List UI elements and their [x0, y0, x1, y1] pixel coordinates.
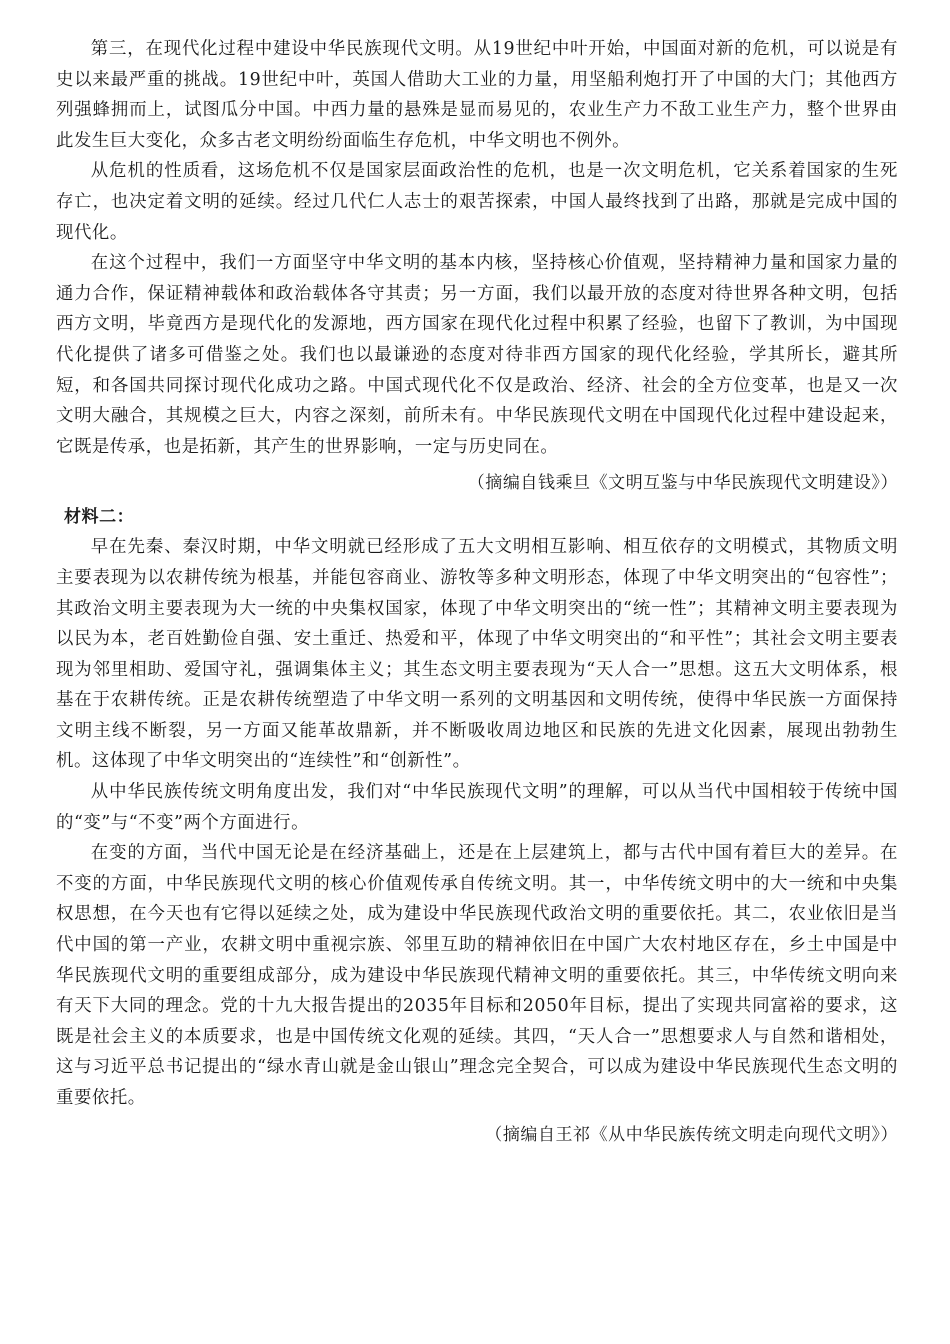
document-page	[56, 34, 898, 1154]
material1-source-citation: （摘编自钱乘旦《文明互鉴与中华民族现代文明建设》）	[467, 473, 898, 494]
material1-paragraph-3: 在这个过程中，我们一方面坚守中华文明的基本内核，坚持核心价值观，坚持精神力量和国家力量的通力合作，保证精神载体和政治载体各守其责；另一方面，我们以最开放的态度对待世界各种文明，包括西方文明，毕竟西方是现代化的发源地，西方国家在现代化过程中积累了经验，也留下了教训，为中国现代化提供了诸多可借鉴之处。我们也以最谦逊的态度对待非西方国家的现代化经验，学其所长，避其所短，和各国共同探讨现代化成功之路。中国式现代化不仅是政治、经济、社会的全方位变革，也是又一次文明大融合，其规模之巨大，内容之深刻，前所未有。中华民族现代文明在中国现代化过程中建设起来，它既是传承，也是拓新，其产生的世界影响，一定与历史同在。	[56, 253, 898, 457]
material2-source-citation: （摘编自王祁《从中华民族传统文明走向现代文明》）	[485, 1124, 898, 1145]
material2-paragraph-1: 早在先秦、秦汉时期，中华文明就已经形成了五大文明相互影响、相互依存的文明模式，其物质文明主要表现为以农耕传统为根基，并能包容商业、游牧等多种文明形态，体现了中华文明突出的“包容性”；其政治文明主要表现为大一统的中央集权国家，体现了中华文明突出的“统一性”；其精神文明主要表现为以民为本，老百姓勤俭自强、安土重迁、热爱和平，体现了中华文明突出的“和平性”；其社会文明主要表现为邻里相助、爱国守礼，强调集体主义；其生态文明主要表现为“天人合一”思想。这五大文明体系，根基在于农耕传统。正是农耕传统塑造了中华文明一系列的文明基因和文明传统，使得中华民族一方面保持文明主线不断裂，另一方面又能革故鼎新，并不断吸收周边地区和民族的先进文化因素，展现出勃勃生机。这体现了中华文明突出的“连续性”和“创新性”。	[56, 537, 898, 772]
material1-paragraph-1: 第三，在现代化过程中建设中华民族现代文明。从19世纪中叶开始，中国面对新的危机，可以说是有史以来最严重的挑战。19世纪中叶，英国人借助大工业的力量，用坚船利炮打开了中国的大门；其他西方列强蜂拥而上，试图瓜分中国。中西力量的悬殊是显而易见的，农业生产力不敌工业生产力，整个世界由此发生巨大变化，众多古老文明纷纷面临生存危机，中华文明也不例外。	[56, 39, 898, 151]
material2-paragraph-3: 在变的方面，当代中国无论是在经济基础上，还是在上层建筑上，都与古代中国有着巨大的差异。在不变的方面，中华民族现代文明的核心价值观传承自传统文明。其一，中华传统文明中的大一统和中央集权思想，在今天也有它得以延续之处，成为建设中华民族现代政治文明的重要依托。其二，农业依旧是当代中国的第一产业，农耕文明中重视宗族、邻里互助的精神依旧在中国广大农村地区存在，乡土中国是中华民族现代文明的重要组成部分，成为建设中华民族现代精神文明的重要依托。其三，中华传统文明向来有天下大同的理念。党的十九大报告提出的2035年目标和2050年目标，提出了实现共同富裕的要求，这既是社会主义的本质要求，也是中国传统文化观的延续。其四，“天人合一”思想要求人与自然和谐相处，这与习近平总书记提出的“绿水青山就是金山银山”理念完全契合，可以成为建设中华民族现代生态文明的重要依托。	[56, 843, 898, 1108]
material2-paragraph-2: 从中华民族传统文明角度出发，我们对“中华民族现代文明”的理解，可以从当代中国相较于传统中国的“变”与“不变”两个方面进行。	[56, 782, 898, 833]
material1-paragraph-2: 从危机的性质看，这场危机不仅是国家层面政治性的危机，也是一次文明危机，它关系着国家的生死存亡，也决定着文明的延续。经过几代仁人志士的艰苦探索，中国人最终找到了出路，那就是完成中国的现代化。	[56, 161, 898, 243]
material2-heading: 材料二：	[64, 507, 135, 528]
